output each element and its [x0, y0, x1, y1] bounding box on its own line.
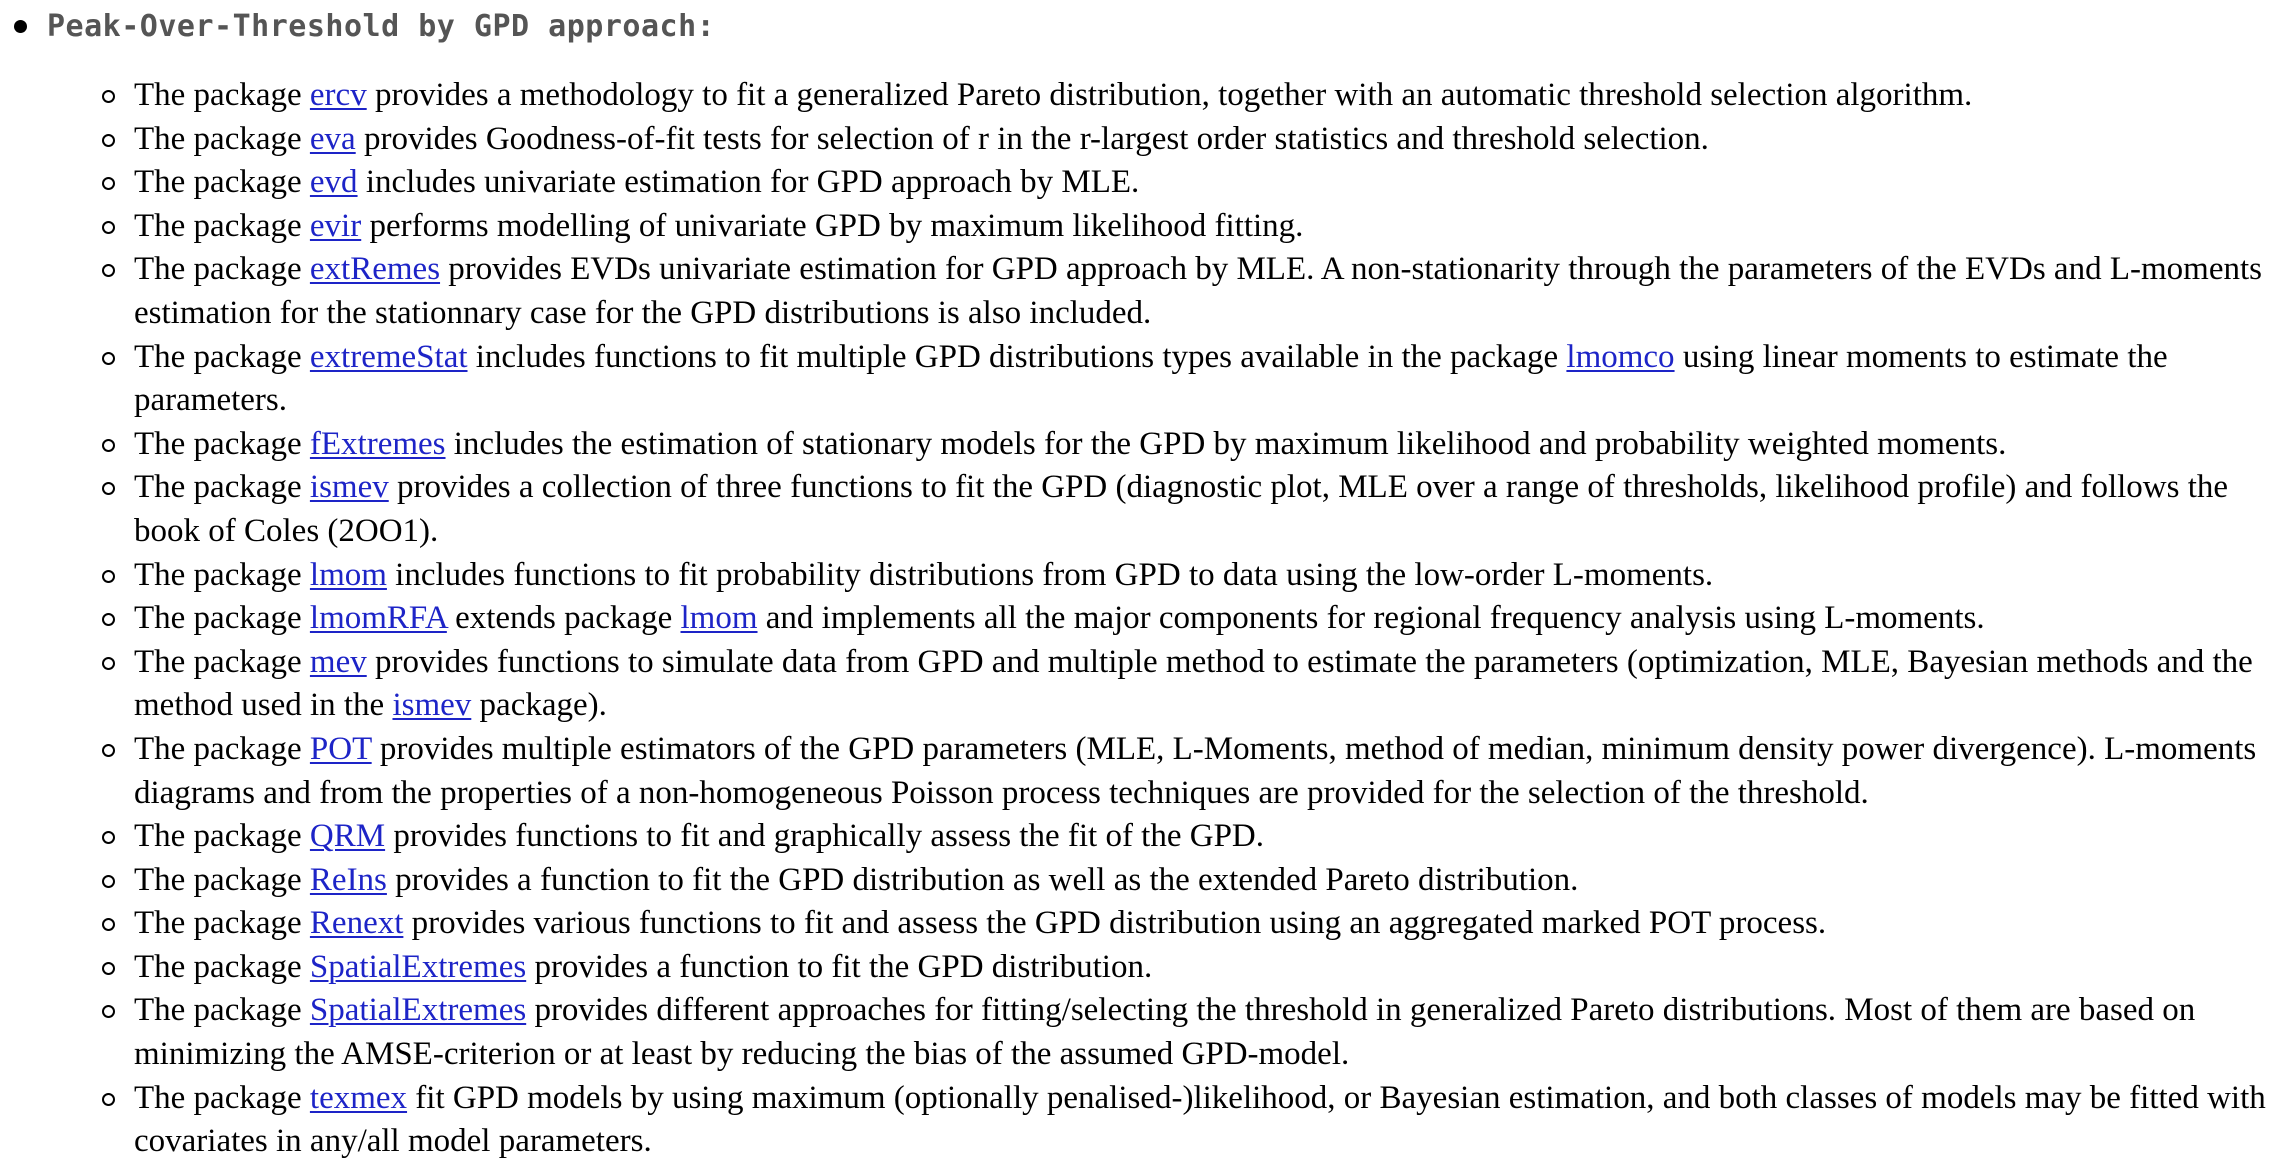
bullet-circle-icon [102, 177, 115, 190]
list-item [0, 946, 2270, 990]
package-link[interactable]: Renext [309, 905, 404, 942]
bullet-circle-icon [102, 352, 115, 365]
list-item [0, 74, 2270, 118]
list-item [0, 989, 2270, 1076]
package-link[interactable]: extremeStat [309, 338, 468, 375]
bullet-disc-icon [14, 20, 27, 33]
item-text: includes the estimation of stationary models for the GPD by maximum likelihood and probability weighted moments. [445, 425, 2007, 462]
item-text: The package [134, 992, 310, 1029]
item-text: package). [471, 687, 607, 724]
item-text: includes univariate estimation for GPD approach by MLE. [357, 164, 1140, 201]
item-text: provides a function to fit the GPD distribution as well as the extended Pareto distribution. [386, 861, 1579, 898]
bullet-circle-icon [102, 613, 115, 626]
item-text: provides a methodology to fit a generalized Pareto distribution, together with an automatic threshold selection algorithm. [366, 77, 1973, 113]
list-item [0, 859, 2270, 903]
list-item [0, 815, 2270, 859]
list-item [0, 902, 2270, 946]
item-text: using linear moments to estimate the parameters. [134, 338, 2168, 419]
item-text: provides different approaches for fitting/selecting the threshold in generalized Pareto distributions. Most of them are based on minimizing the AMSE-criterion or at least by reducing the bias of the assumed GPD-model. [134, 992, 2196, 1073]
bullet-circle-icon [102, 744, 115, 757]
item-text: The package [134, 425, 310, 462]
bullet-circle-icon [102, 482, 115, 495]
item-text: The package [134, 643, 310, 680]
list-item [0, 597, 2270, 641]
package-link[interactable]: SpatialExtremes [309, 948, 527, 985]
item-text: extends package [446, 600, 681, 637]
package-link[interactable]: SpatialExtremes [309, 992, 527, 1029]
item-text: includes functions to fit multiple GPD distributions types available in the package [467, 338, 1567, 375]
package-link[interactable]: ercv [309, 77, 367, 113]
item-text: The package [134, 600, 310, 637]
package-link[interactable]: evir [309, 207, 362, 244]
item-text: provides functions to simulate data from GPD and multiple method to estimate the parameters (optimization, MLE, Bayesian methods and the method used in the [134, 643, 2253, 724]
bullet-circle-icon [102, 90, 115, 103]
package-link[interactable]: lmomco [1566, 338, 1675, 375]
bullet-circle-icon [102, 918, 115, 931]
package-link[interactable]: ismev [309, 469, 389, 506]
item-text: The package [134, 120, 310, 157]
section-heading [14, 6, 715, 46]
package-link[interactable]: texmex [309, 1079, 408, 1116]
list-item [0, 728, 2270, 815]
item-text: The package [134, 77, 310, 113]
list-item [0, 205, 2270, 249]
package-link[interactable]: fExtremes [309, 425, 446, 462]
bullet-circle-icon [102, 1093, 115, 1106]
bullet-circle-icon [102, 657, 115, 670]
package-list [0, 74, 2270, 1164]
package-link[interactable]: lmom [680, 600, 758, 637]
bullet-circle-icon [102, 134, 115, 147]
package-link[interactable]: evd [309, 164, 358, 201]
item-text: provides a collection of three functions to fit the GPD (diagnostic plot, MLE over a range of thresholds, likelihood profile) and follows the book of Coles (2OO1). [134, 469, 2229, 549]
bullet-circle-icon [102, 875, 115, 888]
item-text: provides functions to fit and graphically assess the fit of the GPD. [385, 818, 1265, 855]
item-text: The package [134, 905, 310, 942]
package-link[interactable]: extRemes [309, 251, 441, 288]
item-text: provides multiple estimators of the GPD parameters (MLE, L-Moments, method of median, minimum density power divergence). L-moments diagrams and from the properties of a non-homogeneous Poisson process techniques are provided for the selection of the threshold. [134, 730, 2257, 811]
item-text: provides a function to fit the GPD distribution. [526, 948, 1153, 985]
item-text: The package [134, 469, 310, 506]
item-text: The package [134, 948, 310, 985]
package-link[interactable]: lmomRFA [309, 600, 447, 637]
package-link[interactable]: ReIns [309, 861, 387, 898]
item-text: The package [134, 207, 310, 244]
item-text: The package [134, 861, 310, 898]
package-link[interactable]: lmom [309, 556, 387, 593]
list-item [0, 641, 2270, 728]
list-item [0, 248, 2270, 335]
item-text: The package [134, 338, 310, 375]
item-text: provides EVDs univariate estimation for GPD approach by MLE. A non-stationarity through the parameters of the EVDs and L-moments estimation for the stationnary case for the GPD distributions is also included. [134, 251, 2262, 331]
bullet-circle-icon [102, 439, 115, 452]
list-item [0, 118, 2270, 162]
bullet-circle-icon [102, 264, 115, 277]
item-text: The package [134, 251, 310, 288]
bullet-circle-icon [102, 962, 115, 975]
list-item [0, 336, 2270, 423]
bullet-circle-icon [102, 1005, 115, 1018]
bullet-circle-icon [102, 831, 115, 844]
package-link[interactable]: QRM [309, 818, 386, 855]
list-item [0, 554, 2270, 598]
item-text: and implements all the major components for regional frequency analysis using L-moments. [757, 600, 1985, 637]
item-text: includes functions to fit probability distributions from GPD to data using the low-order L-moments. [386, 556, 1714, 593]
item-text: provides Goodness-of-fit tests for selection of r in the r-largest order statistics and threshold selection. [355, 120, 1709, 157]
item-text: performs modelling of univariate GPD by maximum likelihood fitting. [361, 207, 1304, 244]
list-item [0, 1077, 2270, 1164]
section-title: Peak-Over-Threshold by GPD approach: [47, 8, 716, 44]
package-link[interactable]: eva [309, 120, 356, 157]
package-link[interactable]: POT [309, 730, 372, 767]
package-link[interactable]: mev [309, 643, 367, 680]
item-text: provides various functions to fit and assess the GPD distribution using an aggregated marked POT process. [403, 905, 1827, 942]
list-item [0, 161, 2270, 205]
item-text: The package [134, 556, 310, 593]
list-item [0, 423, 2270, 467]
package-link[interactable]: ismev [392, 687, 472, 724]
item-text: The package [134, 818, 310, 855]
item-text: fit GPD models by using maximum (optionally penalised-)likelihood, or Bayesian estimation, and both classes of models may be fitted with covariates in any/all model parameters. [134, 1079, 2266, 1160]
list-item [0, 466, 2270, 553]
item-text: The package [134, 730, 310, 767]
bullet-circle-icon [102, 221, 115, 234]
item-text: The package [134, 1079, 310, 1116]
bullet-circle-icon [102, 570, 115, 583]
item-text: The package [134, 164, 310, 201]
